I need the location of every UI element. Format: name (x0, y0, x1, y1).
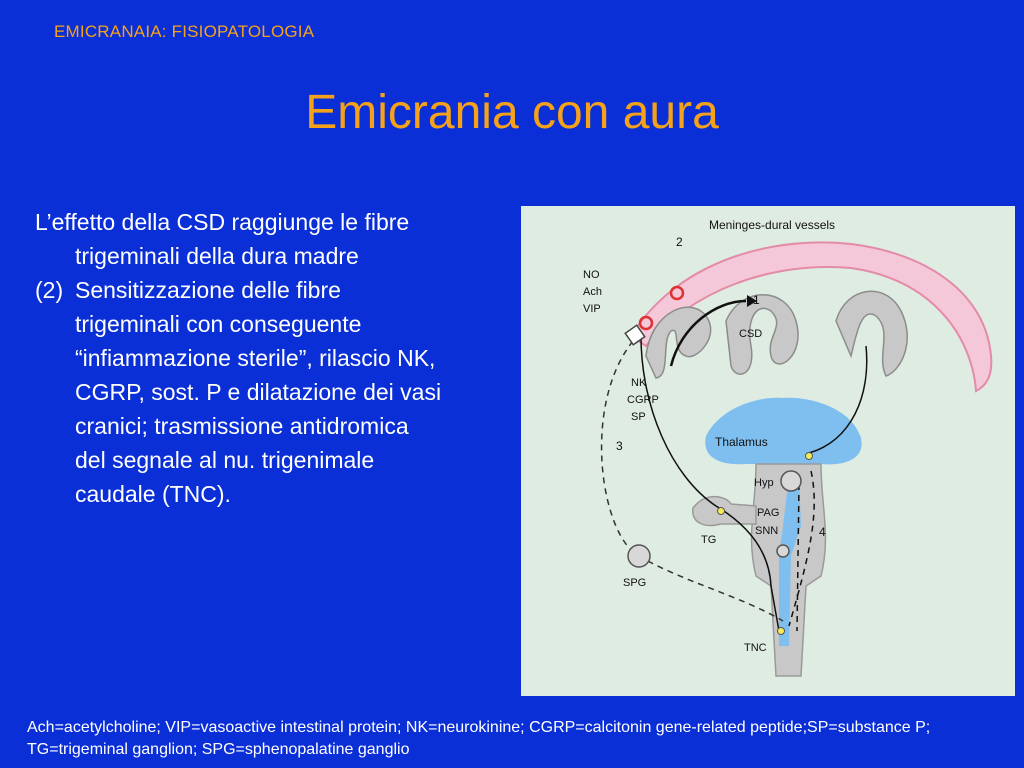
label-ach: Ach (583, 286, 602, 298)
slide-header: EMICRANAIA: FISIOPATOLOGIA (54, 22, 315, 41)
label-spg: SPG (623, 577, 647, 589)
thalamus-dot (806, 453, 813, 460)
hyp-nucleus (781, 471, 801, 491)
paragraph-1-text: L’effetto della CSD raggiunge le fibre trigeminali della dura madre (35, 209, 410, 269)
thalamus-shape (705, 398, 861, 465)
tnc-dot (778, 628, 785, 635)
label-cgrp: CGRP (627, 394, 659, 406)
paragraph-2-text: Sensitizzazione delle fibre trigeminali con conseguente “infiammazione sterile”, rilascio NK, CGRP, sost. P e dilatazione dei vasi cranici; trasmissione antidromica del segnale al nu. trigenimale caudale (TNC). (75, 277, 442, 507)
footer-legend: Ach=acetylcholine; VIP=vasoactive intestinal protein; NK=neurokinine; CGRP=calcitonin gene-related peptide;SP=substance P; TG=trigeminal ganglion; SPG=sphenopalatine ganglio (27, 719, 931, 758)
label-vip: VIP (583, 303, 601, 315)
label-thalamus: Thalamus (715, 435, 768, 449)
label-csd: CSD (739, 328, 763, 340)
label-hyp: Hyp (754, 477, 774, 489)
label-1: 1 (753, 293, 760, 307)
label-tnc: TNC (744, 642, 767, 654)
label-no: NO (583, 269, 600, 281)
label-sp: SP (631, 411, 646, 423)
spg-ganglion (628, 545, 650, 567)
label-pag: PAG (757, 507, 780, 519)
paragraph-2-marker: (2) (35, 277, 64, 303)
label-3: 3 (616, 439, 623, 453)
migraine-diagram (521, 206, 1015, 696)
diagram-svg (521, 206, 1015, 696)
label-tg: TG (701, 534, 717, 546)
label-nk: NK (631, 377, 647, 389)
slide-title: Emicrania con aura (305, 86, 719, 139)
paragraph-1 (35, 205, 445, 273)
label-2: 2 (676, 235, 683, 249)
label-4: 4 (819, 525, 826, 539)
snn-nucleus (777, 545, 789, 557)
tg-dot (718, 508, 725, 515)
gyrus-right (836, 291, 907, 376)
label-meninges: Meninges-dural vessels (709, 218, 836, 232)
label-snn: SNN (755, 525, 779, 537)
body-text (35, 205, 445, 511)
paragraph-2 (35, 273, 445, 511)
